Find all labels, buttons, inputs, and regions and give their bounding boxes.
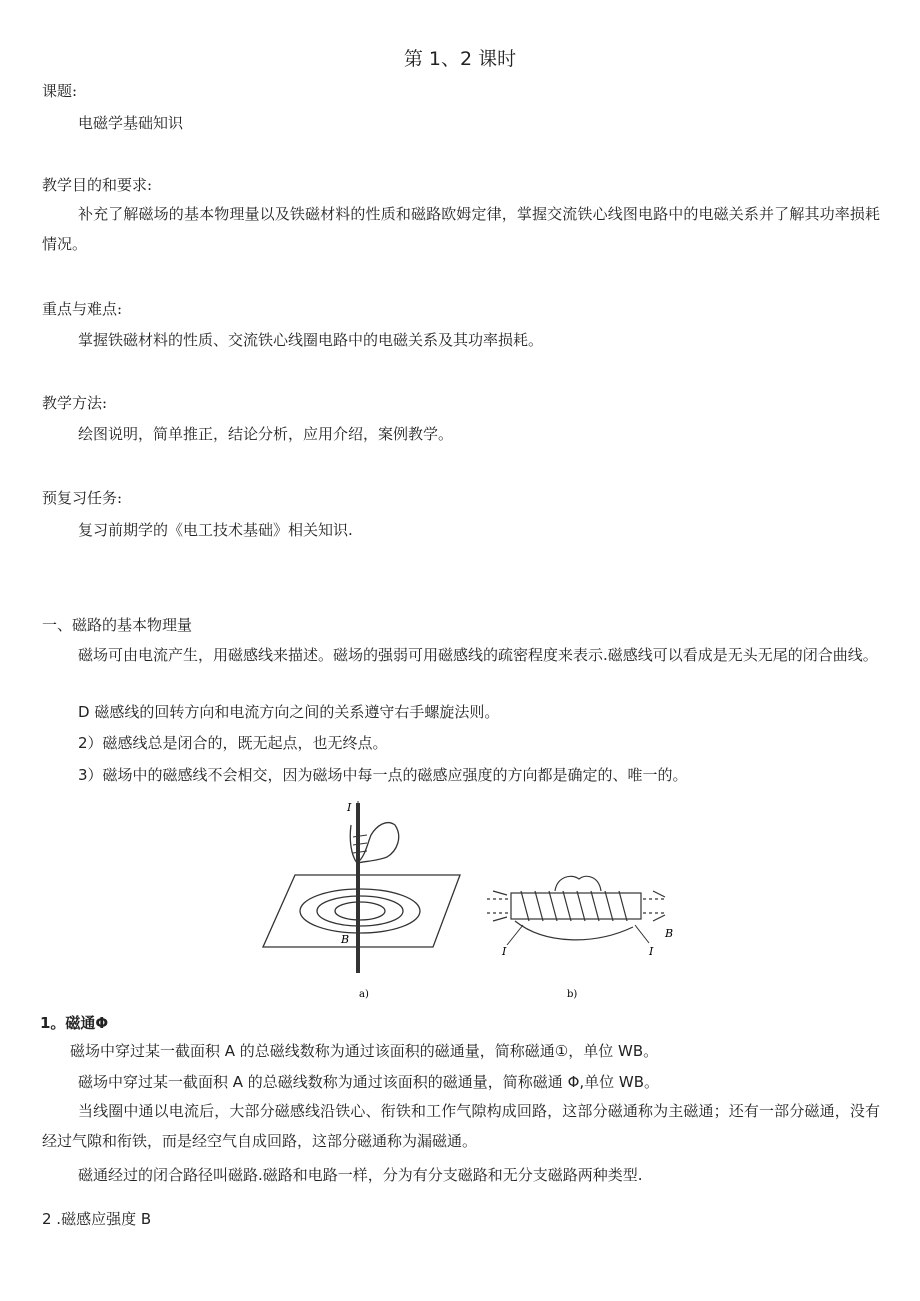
solenoid-core bbox=[511, 893, 641, 919]
hand-b bbox=[555, 876, 601, 891]
preview-label: 预复习任务: bbox=[42, 489, 123, 507]
field-arrows bbox=[493, 891, 665, 921]
label-i-a: I bbox=[347, 801, 352, 814]
field-lines-outside bbox=[487, 899, 665, 913]
methods-label: 教学方法: bbox=[42, 394, 108, 412]
page-title: 第 1、2 课时 bbox=[403, 48, 517, 70]
section1-item-2: 2）磁感线总是闭合的，既无起点，也无终点。 bbox=[78, 734, 388, 752]
caption-b: b) bbox=[567, 989, 578, 1000]
preview-content: 复习前期学的《电工技术基础》相关知识. bbox=[78, 521, 353, 539]
sub1-p3: 当线圈中通以电流后，大部分磁感线沿铁心、衔铁和工作气隙构成回路，这部分磁通称为主磁通；还有一部分磁通，没有经过气隙和衔铁，而是经空气自成回路，这部分磁通称为漏磁通。 bbox=[42, 1102, 880, 1150]
keypoints-content: 掌握铁磁材料的性质、交流铁心线圈电路中的电磁关系及其功率损耗。 bbox=[78, 331, 544, 349]
hand-b-lower bbox=[515, 921, 633, 940]
topic-content: 电磁学基础知识 bbox=[78, 114, 184, 132]
section1-item-3: 3）磁场中的磁感线不会相交，因为磁场中每一点的磁感应强度的方向都是确定的、唯一的。 bbox=[78, 766, 688, 784]
label-b-a: B bbox=[341, 933, 350, 946]
label-b-b: B bbox=[665, 927, 674, 940]
caption-a: a) bbox=[359, 989, 369, 1000]
label-i-b2: I bbox=[649, 945, 654, 958]
goals-content: 补充了解磁场的基本物理量以及铁磁材料的性质和磁路欧姆定律，掌握交流铁心线图电路中的电磁关系并了解其功率损耗情况。 bbox=[42, 205, 880, 253]
sub1-p1: 磁场中穿过某一截面积 A 的总磁线数称为通过该面积的磁通量，简称磁通①，单位 WB。 bbox=[70, 1042, 659, 1060]
section1-heading: 一、磁路的基本物理量 bbox=[42, 616, 193, 634]
goals-label: 教学目的和要求: bbox=[42, 176, 153, 194]
sub1-p4: 磁通经过的闭合路径叫磁路.磁路和电路一样，分为有分支磁路和无分支磁路两种类型. bbox=[78, 1166, 643, 1184]
lead-in bbox=[507, 925, 523, 945]
label-i-b: I bbox=[502, 945, 507, 958]
plane bbox=[263, 875, 460, 947]
section1-item-1: D 磁感线的回转方向和电流方向之间的关系遵守右手螺旋法则。 bbox=[78, 703, 500, 721]
magnetic-field-figure bbox=[255, 795, 715, 1005]
keypoints-label: 重点与难点: bbox=[42, 300, 123, 318]
sub1-p2: 磁场中穿过某一截面积 A 的总磁线数称为通过该面积的磁通量，简称磁通 Φ,单位 WB。 bbox=[78, 1073, 660, 1091]
sub1-heading: 1。磁通Φ bbox=[40, 1014, 109, 1032]
coil-turns bbox=[521, 891, 627, 921]
section1-intro: 磁场可由电流产生，用磁感线来描述。磁场的强弱可用磁感线的疏密程度来表示.磁感线可以看成是无头无尾的闭合曲线。 bbox=[78, 646, 878, 664]
lead-out bbox=[635, 925, 649, 943]
methods-content: 绘图说明，简单推正，结论分析，应用介绍，案例教学。 bbox=[78, 425, 454, 443]
topic-label: 课题: bbox=[42, 82, 78, 100]
sub2-heading: 2 .磁感应强度 B bbox=[42, 1210, 152, 1228]
figure-b-solenoid bbox=[487, 876, 665, 945]
figure-a-wire-plane bbox=[263, 801, 460, 973]
